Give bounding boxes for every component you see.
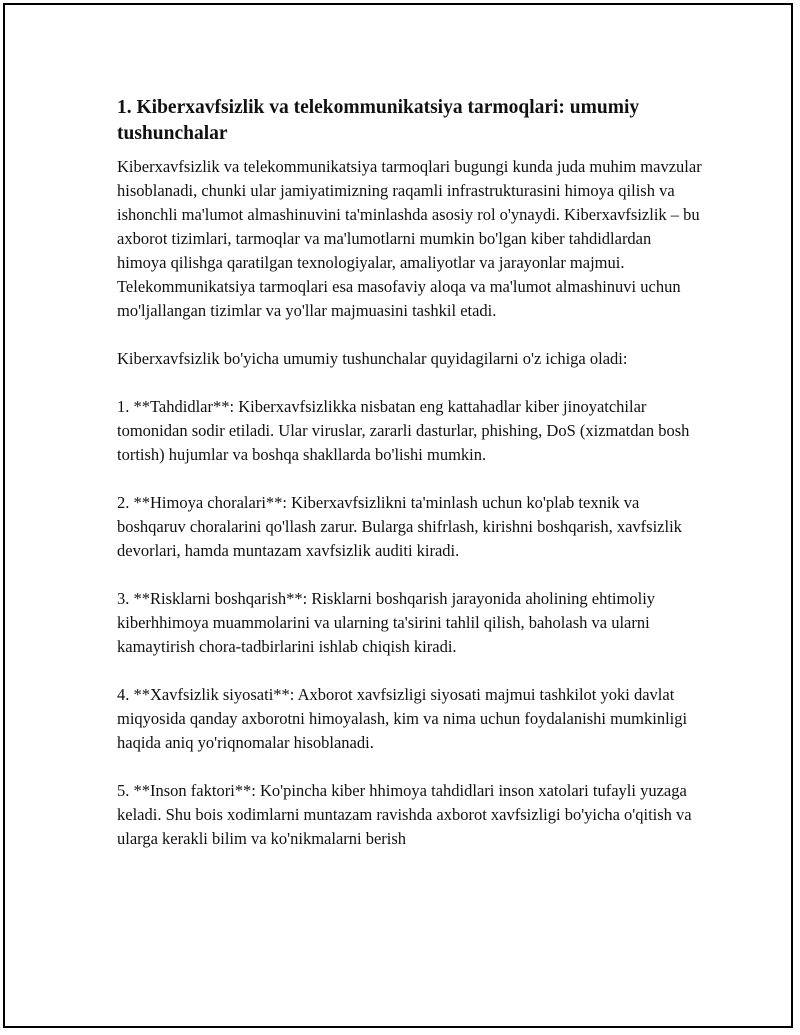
section-heading: 1. Kiberxavfsizlik va telekommunikatsiya tarmoqlari: umumiy tushunchalar: [117, 97, 640, 144]
list-item-threats: 1. **Tahdidlar**: Kiberxavfsizlikka nisbatan eng kattahadlar kiber jinoyatchilar tomonidan sodir etiladi. Ular viruslar, zararli dasturlar, phishing, DoS (xizmatdan bosh tortish) hujumlar va boshqa shakllarda bo'lishi mumkin.: [117, 397, 690, 464]
list-item-risk-management: 3. **Risklarni boshqarish**: Risklarni boshqarish jarayonida aholining ehtimoliy kiberhhimoya muammolarini va ularning ta'sirini tahlil qilish, baholash va ularni kamaytirish chora-tadbirlarini ishlab chiqish kiradi.: [117, 589, 656, 656]
list-item-protection-measures: 2. **Himoya choralari**: Kiberxavfsizlikni ta'minlash uchun ko'plab texnik va boshqaruv choralarini qo'llash zarur. Bularga shifrlash, kirishni boshqarish, xavfsizlik devorlari, hamda muntazam xavfsizlik auditi kiradi.: [117, 493, 682, 560]
list-item-human-factor: 5. **Inson faktori**: Ko'pincha kiber hhimoya tahdidlari inson xatolari tufayli yuzaga keladi. Shu bois xodimlarni muntazam ravishda axborot xavfsizligi bo'yicha o'qitish va ularga kerakli bilim va ko'nikmalarni berish: [117, 781, 692, 848]
list-item-security-policy: 4. **Xavfsizlik siyosati**: Axborot xavfsizligi siyosati majmui tashkilot yoki davlat miqyosida qanday axborotni himoyalash, kim va nima uchun foydalanishi mumkinligi haqida aniq yo'riqnomalar hisoblanadi.: [117, 685, 688, 752]
concepts-intro-paragraph: Kiberxavfsizlik bo'yicha umumiy tushunchalar quyidagilarni o'z ichiga oladi:: [117, 349, 628, 368]
document-body: [117, 95, 702, 875]
intro-paragraph: Kiberxavfsizlik va telekommunikatsiya tarmoqlari bugungi kunda juda muhim mavzular hisoblanadi, chunki ular jamiyatimizning raqamli infrastrukturasini himoya qilish va ishonchli ma'lumot almashinuvini ta'minlashda asosiy rol o'ynaydi. Kiberxavfsizlik – bu axborot tizimlari, tarmoqlar va ma'lumotlarni mumkin bo'lgan kiber tahdidlardan himoya qilishga qaratilgan texnologiyalar, amaliyotlar va jarayonlar majmui. Telekommunikatsiya tarmoqlari esa masofaviy aloqa va ma'lumot almashinuvi uchun mo'ljallangan tizimlar va yo'llar majmuasini tashkil etadi.: [117, 157, 702, 320]
